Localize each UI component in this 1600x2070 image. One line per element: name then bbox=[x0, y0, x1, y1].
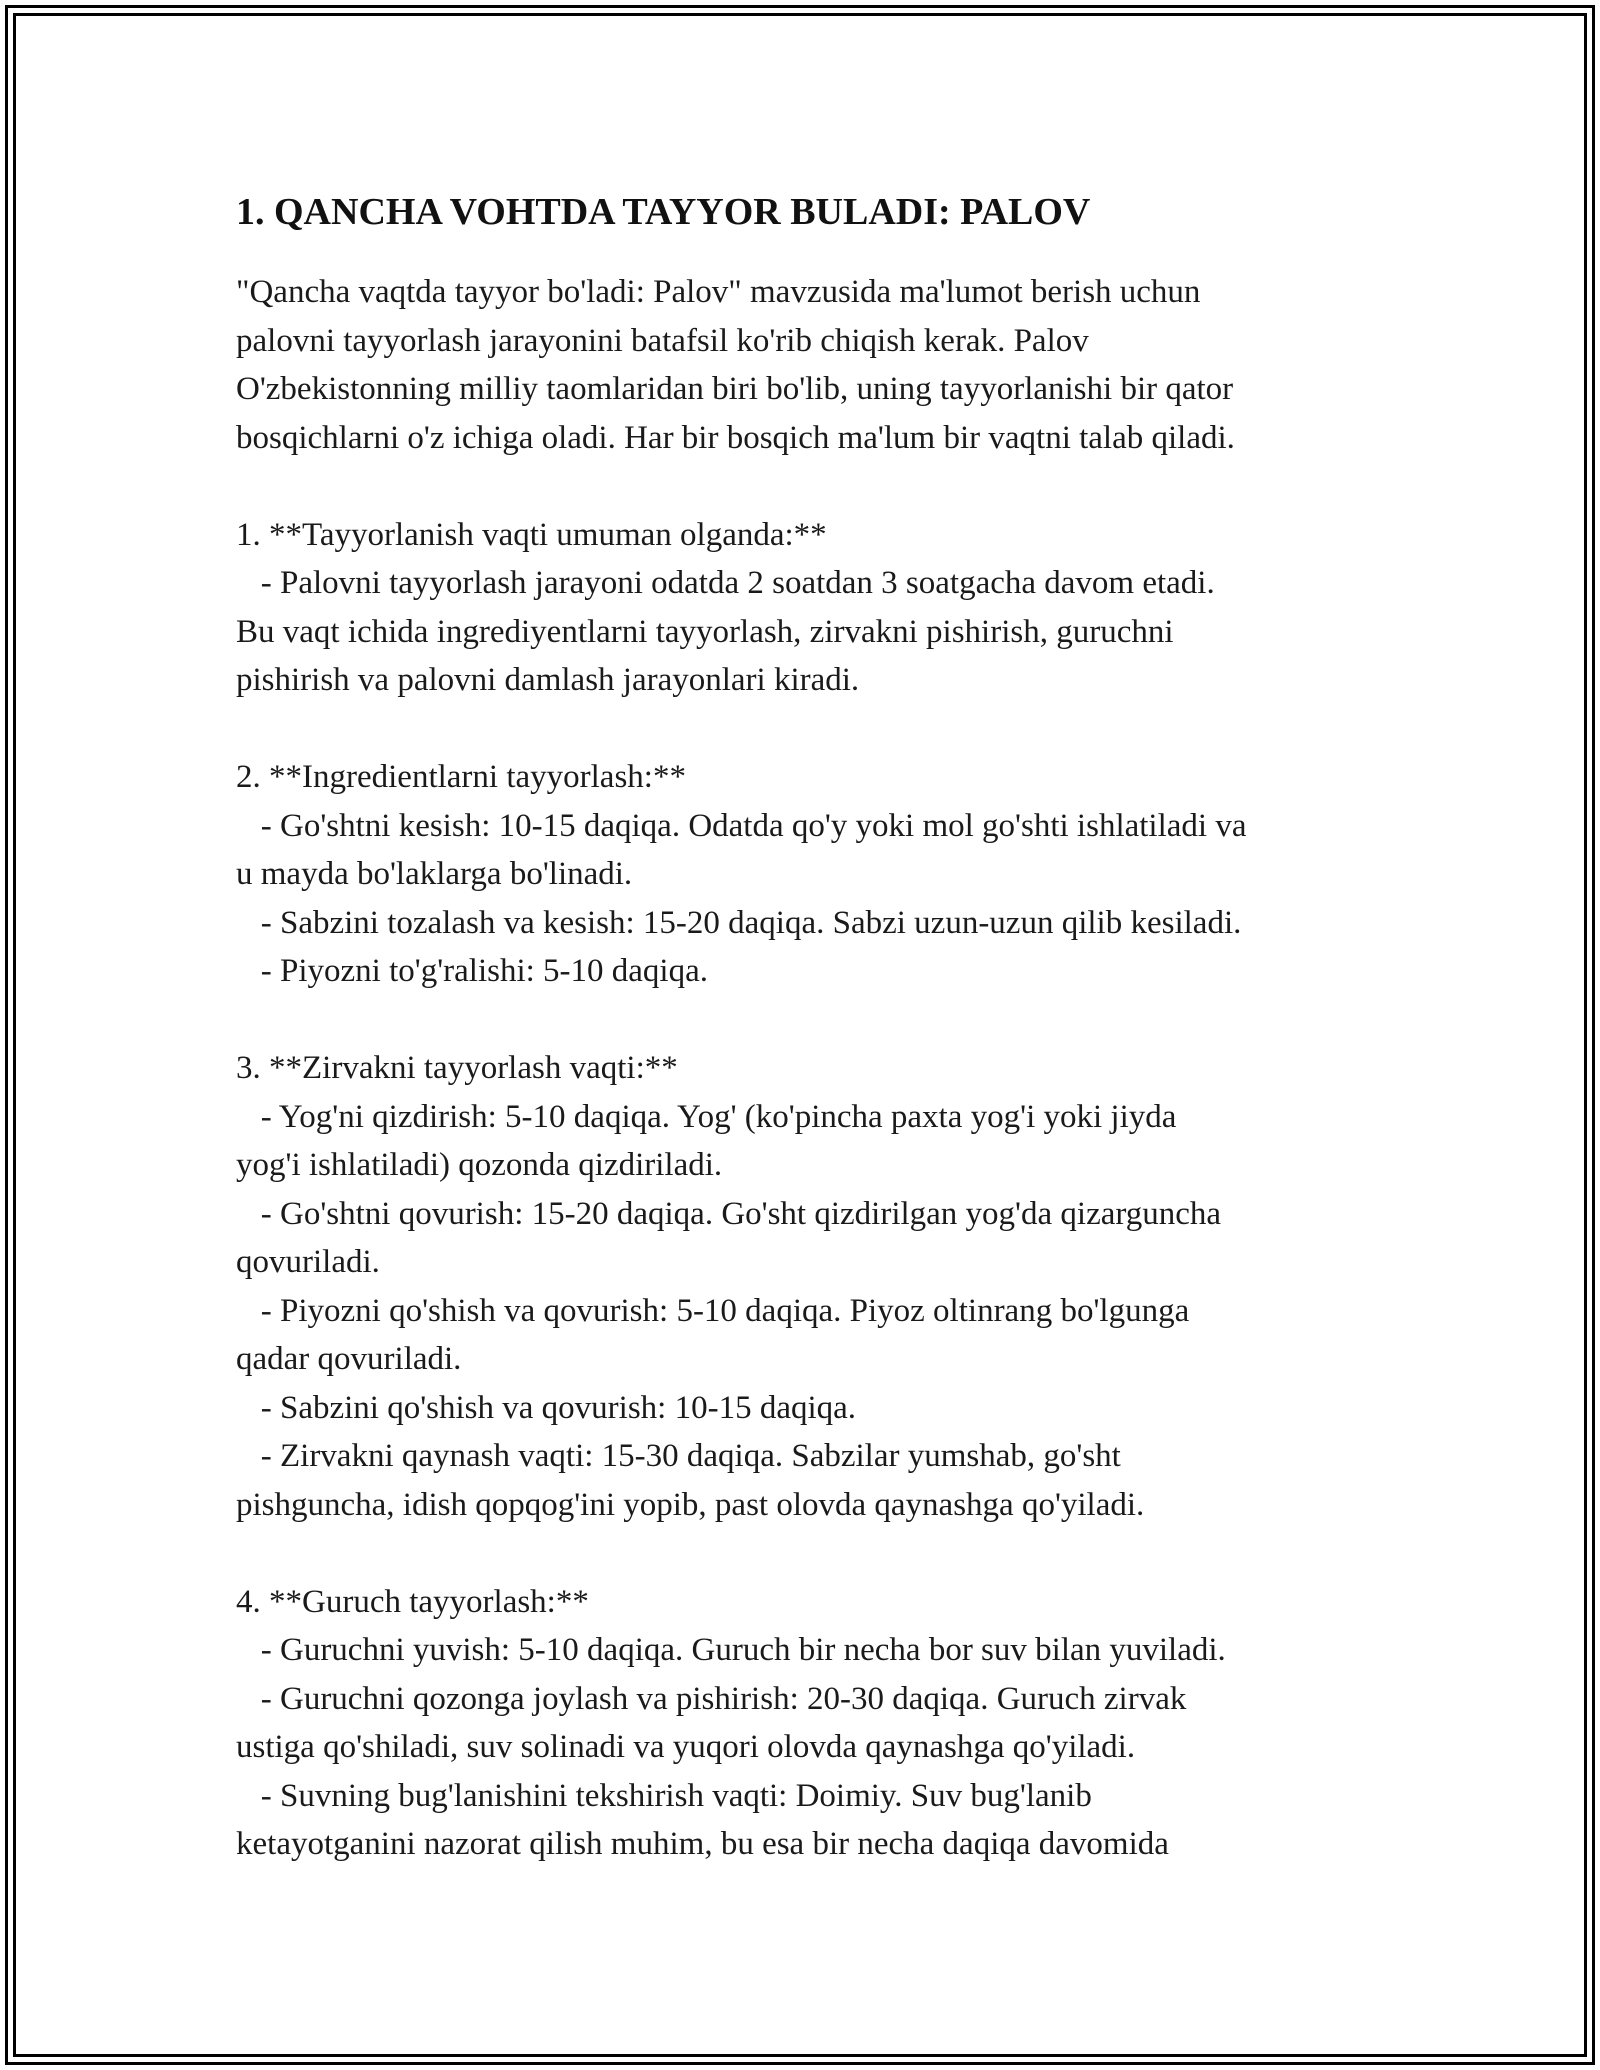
text-line: Bu vaqt ichida ingrediyentlarni tayyorlash, zirvakni pishirish, guruchni bbox=[236, 613, 1174, 650]
paragraph-gap bbox=[236, 996, 1396, 1045]
text-line: pishirish va palovni damlash jarayonlari kiradi. bbox=[236, 662, 860, 698]
text-line: - Guruchni qozonga joylash va pishirish: 20-30 daqiqa. Guruch zirvak bbox=[236, 1680, 1187, 1717]
text-line: 1. **Tayyorlanish vaqti umuman olganda:** bbox=[236, 516, 827, 553]
text-line: - Piyozni to'g'ralishi: 5-10 daqiqa. bbox=[236, 953, 708, 989]
text-line: 2. **Ingredientlarni tayyorlash:** bbox=[236, 759, 686, 795]
text-line: 4. **Guruch tayyorlash:** bbox=[236, 1583, 589, 1620]
text-line: ustiga qo'shiladi, suv solinadi va yuqori olovda qaynashga qo'yiladi. bbox=[236, 1729, 1136, 1765]
text-line: - Yog'ni qizdirish: 5-10 daqiqa. Yog' (ko'pincha paxta yog'i yoki jiyda bbox=[236, 1098, 1177, 1135]
document-body bbox=[236, 186, 1396, 1869]
text-line: - Go'shtni kesish: 10-15 daqiqa. Odatda qo'y yoki mol go'shti ishlatiladi va bbox=[236, 807, 1247, 844]
text-line: qadar qovuriladi. bbox=[236, 1341, 462, 1377]
text-line: - Sabzini tozalash va kesish: 15-20 daqiqa. Sabzi uzun-uzun qilib kesiladi. bbox=[236, 904, 1242, 941]
paragraph-gap bbox=[236, 462, 1396, 511]
text-line: - Palovni tayyorlash jarayoni odatda 2 soatdan 3 soatgacha davom etadi. bbox=[236, 565, 1215, 601]
text-line: O'zbekistonning milliy taomlaridan biri bo'lib, uning tayyorlanishi bir qator bbox=[236, 371, 1234, 407]
text-line: - Sabzini qo'shish va qovurish: 10-15 daqiqa. bbox=[236, 1389, 857, 1426]
document-title: 1. QANCHA VOHTDA TAYYOR BULADI: PALOV bbox=[236, 191, 1091, 233]
text-line: bosqichlarni o'z ichiga oladi. Har bir bosqich ma'lum bir vaqtni talab qiladi. bbox=[236, 419, 1235, 456]
text-line: palovni tayyorlash jarayonini batafsil ko'rib chiqish kerak. Palov bbox=[236, 322, 1089, 359]
paragraph-gap bbox=[236, 1529, 1396, 1578]
text-line: - Zirvakni qaynash vaqti: 15-30 daqiqa. Sabzilar yumshab, go'sht bbox=[236, 1438, 1121, 1474]
text-line: qovuriladi. bbox=[236, 1244, 380, 1280]
paragraph-gap bbox=[236, 705, 1396, 754]
text-line: - Suvning bug'lanishini tekshirish vaqti: Doimiy. Suv bug'lanib bbox=[236, 1777, 1092, 1814]
text-line: u mayda bo'laklarga bo'linadi. bbox=[236, 856, 633, 892]
text-line: - Go'shtni qovurish: 15-20 daqiqa. Go'sht qizdirilgan yog'da qizarguncha bbox=[236, 1195, 1222, 1232]
text-line: "Qancha vaqtda tayyor bo'ladi: Palov" mavzusida ma'lumot berish uchun bbox=[236, 274, 1201, 310]
text-line: ketayotganini nazorat qilish muhim, bu esa bir necha daqiqa davomida bbox=[236, 1826, 1169, 1862]
text-line: yog'i ishlatiladi) qozonda qizdiriladi. bbox=[236, 1147, 723, 1183]
text-line: - Guruchni yuvish: 5-10 daqiqa. Guruch bir necha bor suv bilan yuviladi. bbox=[236, 1632, 1226, 1668]
document-text bbox=[236, 268, 1396, 1869]
text-line: pishguncha, idish qopqog'ini yopib, past olovda qaynashga qo'yiladi. bbox=[236, 1486, 1145, 1523]
text-line: 3. **Zirvakni tayyorlash vaqti:** bbox=[236, 1050, 678, 1086]
text-line: - Piyozni qo'shish va qovurish: 5-10 daqiqa. Piyoz oltinrang bo'lgunga bbox=[236, 1292, 1190, 1329]
